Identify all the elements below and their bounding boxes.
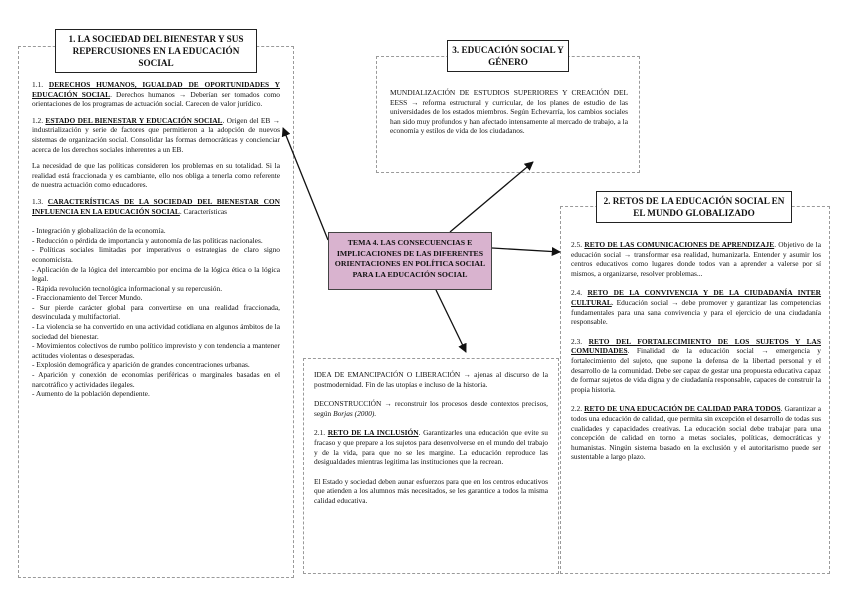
list-item: - Rápida revolución tecnológica informacional y su repercusión. (32, 283, 223, 293)
list-item: - Movimientos colectivos de rumbo político imprevisto y con tendencia a mantener actitudes violentas o desesperadas. (32, 341, 280, 360)
characteristics-list (32, 226, 280, 399)
list-item: - Explosión demográfica y aparición de grandes concentraciones urbanas. (32, 360, 250, 370)
list-item: - Políticas sociales limitadas por imperativos o estrategias de claro signo economicista. (32, 245, 280, 264)
arrow-to-section-3 (450, 162, 533, 232)
list-item: - Aplicación de la lógica del intercambio por encima de la lógica ética o la lógica legal. (32, 264, 280, 284)
list-item: - Fraccionamiento del Tercer Mundo. (32, 293, 143, 303)
subsection-1-3: 1.3. CARACTERÍSTICAS DE LA SOCIEDAD DEL BIENESTAR CON INFLUENCIA EN LA EDUCACIÓN SOCIAL. Características (32, 196, 280, 216)
section-3-paragraph: MUNDIALIZACIÓN DE ESTUDIOS SUPERIORES Y CREACIÓN DEL EESS → reforma estructural y curricular, de los planes de estudio de las universidades de los estados miembros. Según Echevarría, los cambios sociales han sido muy profundos y han afectado intensamente al mercado de trabajo, a la economía y estilos de vida de los ciudadanos. (390, 88, 628, 136)
list-item: - Sur pierde carácter global para convertirse en una realidad fraccionada, desvinculada y multifactorial. (32, 302, 280, 322)
subsection-2-3: 2.3. RETO DEL FORTALECIMIENTO DE LOS SUJETOS Y LAS COMUNIDADES. Finalidad de la educación social → emergencia y fortalecimiento del sujeto, que supone la defensa de la libertad personal y el desarrollo de la comunidad. Debe ser capaz de gestar una propuesta educativa capaz de formar sujetos de vida digna y de ciudadanía responsable, capaces de construir la propia historia. (571, 336, 821, 394)
central-topic: TEMA 4. LAS CONSECUENCIAS E IMPLICACIONES DE LAS DIFERENTES ORIENTACIONES EN POLÍTICA SOCIAL PARA LA EDUCACIÓN SOCIAL (328, 232, 492, 290)
section-4-body (314, 370, 548, 513)
arrow-to-section-4 (436, 290, 466, 352)
subsection-1-1: 1.1. DERECHOS HUMANOS, IGUALDAD DE OPORTUNIDADES Y EDUCACIÓN SOCIAL. Derechos humanos → Deberían ser tomados como orientaciones de los programas de actuación social. Carecen de valor jurídico. (32, 80, 281, 109)
section-3-body (390, 88, 628, 143)
list-item: - Aparición y conexión de economías periféricas o marginales basadas en el narcotráfico y actividades ilegales. (32, 370, 280, 389)
section-2-body (571, 240, 821, 469)
subsection-2-4: 2.4. RETO DE LA CONVIVENCIA Y DE LA CIUDADANÍA INTER CULTURAL. Educación social → debe promover y garantizar las competencias fundamentales para una sana convivencia y para el ejercicio de una ciudadanía responsable. (571, 288, 822, 327)
section-2-title: 2. RETOS DE LA EDUCACIÓN SOCIAL EN EL MUNDO GLOBALIZADO (596, 191, 792, 223)
arrow-to-section-1 (283, 128, 328, 240)
section-1-body (32, 80, 280, 399)
emancipation-paragraph: IDEA DE EMANCIPACIÓN O LIBERACIÓN → ajenas al discurso de la postmodernidad. Fin de las utopías e incluso de la historia. (314, 370, 548, 389)
deconstruction-paragraph: DECONSTRUCCIÓN → reconstruir los procesos desde contextos precisos, según Borjas (2000). (314, 399, 548, 418)
list-item: - Aumento de la población dependiente. (32, 389, 150, 399)
subsection-2-2: 2.2. RETO DE UNA EDUCACIÓN DE CALIDAD PARA TODOS. Garantizar a todos una educación de calidad, que permita sin excepción el desarrollo de todas sus cualidades y capacidades creativas. La educación social debe trabajar para una concepción de calidad en torno a metas sociales, políticas, democráticas y humanistas. Ningún sistema basado en la exclusión y el autoritarismo puede ser sustentable a largo plazo. (571, 404, 821, 462)
state-society-paragraph: El Estado y sociedad deben aunar esfuerzos para que en los centros educativos que atienden a los alumnos más necesitados, se les garantice a todos la misma calidad educativa. (314, 476, 548, 505)
subsection-2-1: 2.1. RETO DE LA INCLUSIÓN. Garantizarles una educación que evite su fracaso y que prepare a los sujetos para desenvolverse en el mundo del trabajo y de la vida, para que no se les margine. La educación reproduce las desigualdades mientras legitima las instituciones que la recrean. (314, 428, 548, 467)
subsection-1-2-paragraph: La necesidad de que las políticas consideren los problemas en su totalidad. Si la realidad está fraccionada y es cambiante, ello nos obliga a tenerla como referente de nuestra actuación como educadores. (32, 161, 280, 190)
list-item: - Reducción o pérdida de importancia y autonomía de las políticas nacionales. (32, 235, 263, 245)
list-item: - Integración y globalización de la economía. (32, 226, 166, 236)
subsection-1-2: 1.2. ESTADO DEL BIENESTAR Y EDUCACIÓN SOCIAL. Origen del EB → industrialización y serie de factores que permitieron a la adopción de nuevos sistemas de organización social. Consolidar las formas democráticas y concienciar acerca de los derechos sociales inherentes a un EB. (32, 115, 280, 154)
arrow-to-section-2 (492, 248, 560, 252)
subsection-2-5: 2.5. RETO DE LAS COMUNICACIONES DE APRENDIZAJE. Objetivo de la educación social → transformar esa realidad, humanizarla. Entender y asumir los centros educativos como lugares donde todos van a aprender a valerse por sí mismos, a organizarse, resolver problemas... (571, 240, 821, 278)
list-item: - La violencia se ha convertido en una actividad cotidiana en algunos ámbitos de la sociedad del bienestar. (32, 322, 280, 341)
section-1-title: 1. LA SOCIEDAD DEL BIENESTAR Y SUS REPERCUSIONES EN LA EDUCACIÓN SOCIAL (55, 29, 257, 73)
section-3-title: 3. EDUCACIÓN SOCIAL Y GÉNERO (447, 40, 569, 72)
